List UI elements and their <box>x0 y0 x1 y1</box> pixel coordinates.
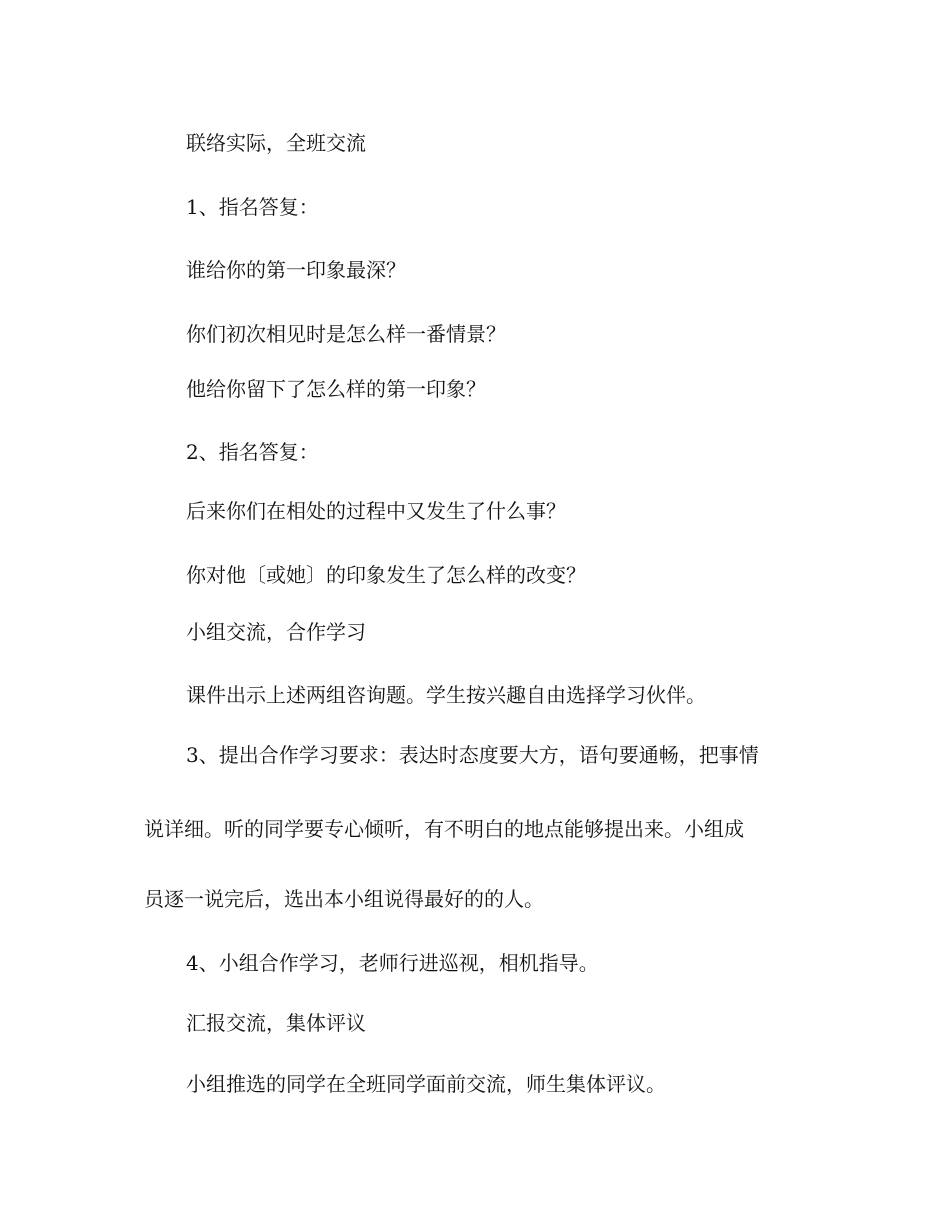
paragraph-line: 4、小组合作学习，老师行进巡视，相机指导。 <box>186 951 599 975</box>
section-heading-group-exchange: 小组交流，合作学习 <box>186 620 366 644</box>
paragraph-line: 他给你留下了怎么样的第一印象？ <box>186 377 486 401</box>
paragraph-line: 谁给你的第一印象最深？ <box>186 258 406 282</box>
paragraph-line: 后来你们在相处的过程中又发生了什么事？ <box>186 499 566 523</box>
paragraph-line: 说详细。听的同学要专心倾听，有不明白的地点能够提出来。小组成 <box>144 817 744 841</box>
section-heading-connect-reality: 联络实际，全班交流 <box>186 131 366 155</box>
paragraph-line: 小组推选的同学在全班同学面前交流，师生集体评议。 <box>186 1072 666 1096</box>
section-heading-report-exchange: 汇报交流，集体评议 <box>186 1011 366 1035</box>
paragraph-line: 课件出示上述两组咨询题。学生按兴趣自由选择学习伙伴。 <box>186 683 706 707</box>
paragraph-line: 1、指名答复： <box>186 195 319 219</box>
paragraph-line: 员逐一说完后，选出本小组说得最好的的人。 <box>144 887 544 911</box>
paragraph-line: 你们初次相见时是怎么样一番情景？ <box>186 322 506 346</box>
paragraph-line: 你对他〔或她〕的印象发生了怎么样的改变？ <box>186 563 586 587</box>
paragraph-line: 3、提出合作学习要求：表达时态度要大方，语句要通畅，把事情 <box>186 743 759 767</box>
paragraph-line: 2、指名答复： <box>186 440 319 464</box>
